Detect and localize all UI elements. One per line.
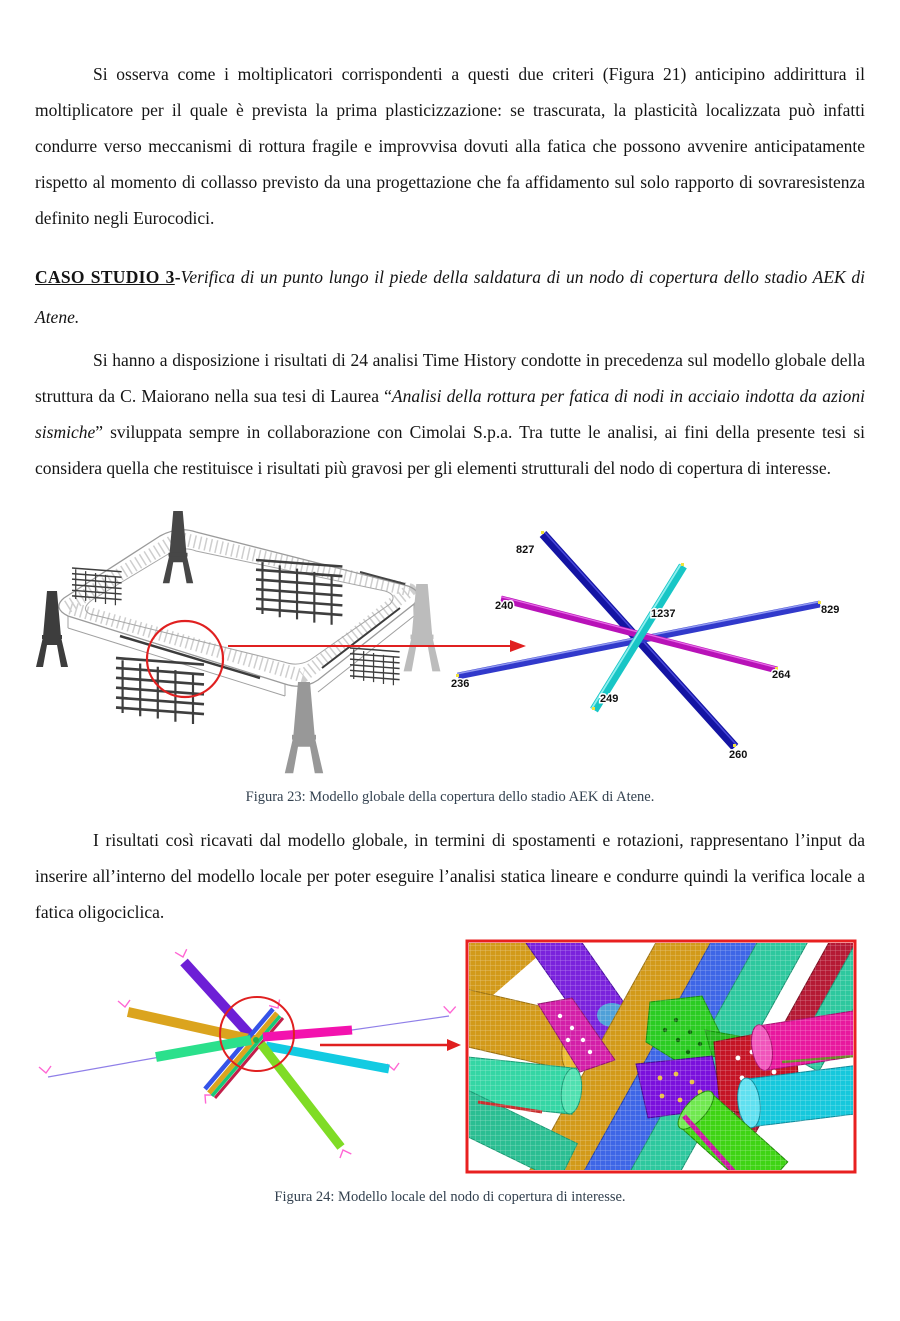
figure-24-local-node-model [0, 932, 900, 1180]
pylon-west [36, 591, 68, 667]
element-id-label: 827 [516, 544, 535, 556]
paragraph-results: I risultati così ricavati dal modello globale, in termini di spostamenti e rotazioni, rappresentano l’input da inserire all’interno del modello locale per poter eseguire l’analisi statica lineare e condurre quindi la verifica locale a fatica oligociclica. [35, 830, 865, 922]
figure-24-caption: Figura 24: Modello locale del nodo di copertura di interesse. [274, 1189, 626, 1205]
pylon-south [285, 682, 323, 773]
mesh-detail-view [425, 932, 897, 1180]
stadium-wireframe-model [36, 511, 440, 773]
element-id-label: 264 [772, 669, 791, 681]
figure-23-global-roof-model [0, 500, 900, 792]
beam-1237-249 [594, 566, 683, 710]
paragraph-analyses-lead: Si hanno a disposizione i risultati di 24 analisi Time History condotte in precedenza sul modello globale della struttura da C. Maiorano nella sua tesi di Laurea “ [35, 350, 865, 406]
fe-mesh-overlay [469, 943, 853, 1170]
case-study-label: CASO STUDIO 3 [35, 267, 175, 287]
thesis-title-italic: Analisi della rottura per fatica di nodi in acciaio indotta da azioni sismiche [35, 386, 865, 442]
element-id-label: 236 [451, 678, 470, 690]
node-highlight-circle [147, 621, 223, 697]
paragraph-analyses-tail: ” sviluppata sempre in collaborazione con Cimolai S.p.a. Tra tutte le analisi, ai fini della presente tesi si considera quella che restituisce i risultati più gravosi per gli elementi strutturali del nodo di copertura di interesse. [35, 422, 865, 478]
case-study-separator: - [174, 267, 181, 287]
grandstand-front-left [116, 658, 204, 724]
grandstand-front-right [350, 648, 400, 685]
local-node-beam-model [39, 949, 456, 1158]
element-id-label: 240 [495, 600, 514, 612]
paragraph-analyses [35, 342, 865, 486]
zoom-arrow-icon [320, 1039, 461, 1051]
case-study-title: Verifica di un punto lungo il piede della saldatura di un nodo di copertura dello stadio AEK di Atene. [35, 267, 866, 327]
element-id-label: 1237 [651, 608, 676, 620]
element-id-label: 249 [600, 693, 619, 705]
element-id-label: 829 [821, 604, 840, 616]
element-id-label: 260 [729, 749, 748, 761]
member-pink [263, 1030, 352, 1037]
case-study-heading [35, 257, 865, 337]
paragraph-overstrength: Si osserva come i moltiplicatori corrispondenti a questi due criteri (Figura 21) anticipino addirittura il moltiplicatore per il quale è prevista la prima plasticizzazione: se trascurata, la plasticità localizzata può infatti condurre verso meccanismi di rottura fragile e improvvisa dovuti alla fatica che possono avvenire anticipatamente rispetto al momento di collasso previsto da una progettazione che fa affidamento sul solo rapporto di sovraresistenza definito negli Eurocodici. [35, 64, 865, 228]
figure-23-caption: Figura 23: Modello globale della copertura dello stadio AEK di Atene. [245, 789, 655, 805]
